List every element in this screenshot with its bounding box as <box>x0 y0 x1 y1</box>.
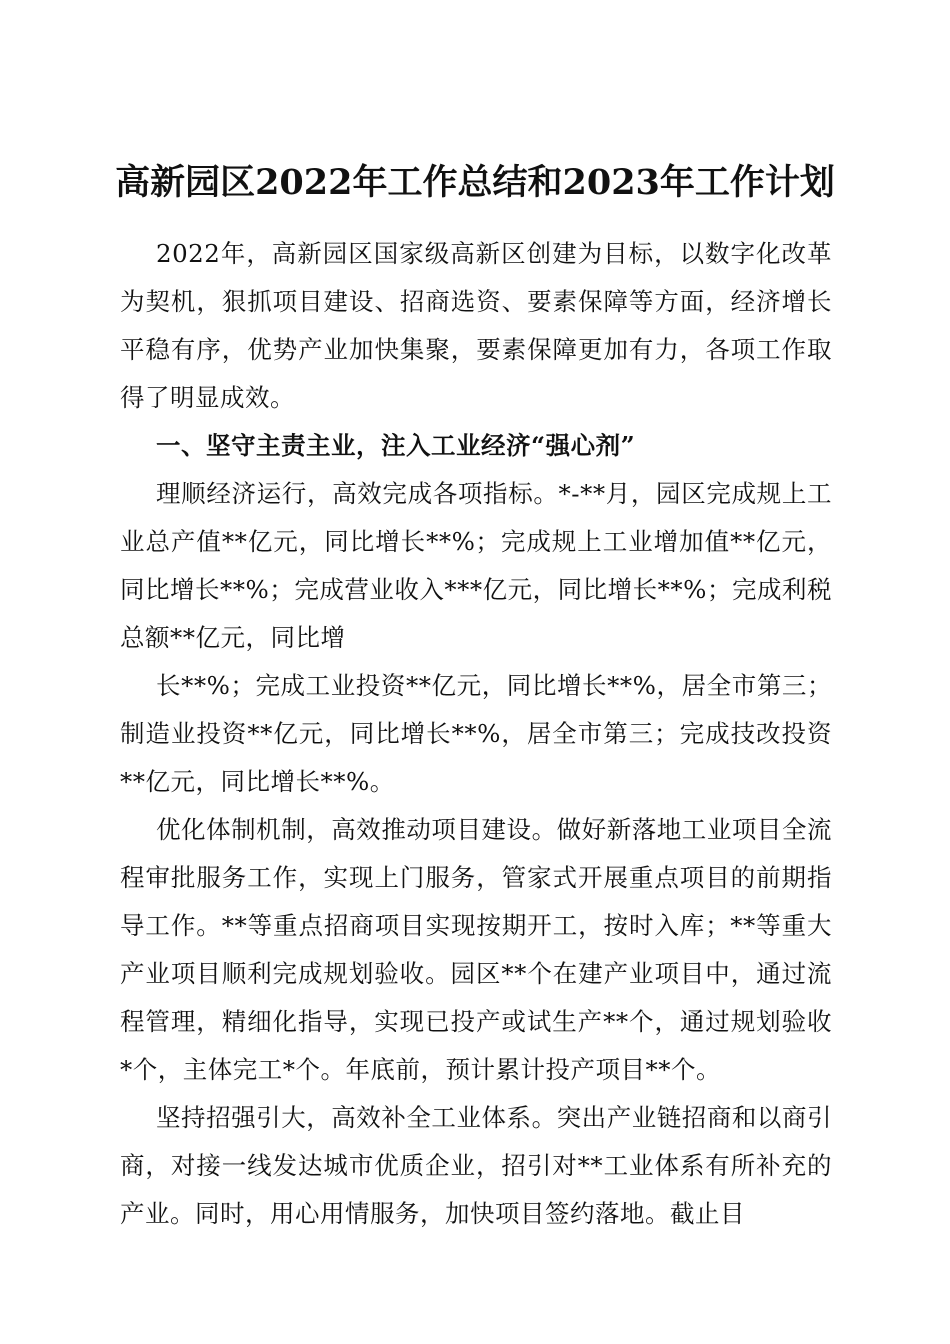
intro-paragraph: 2022年，高新园区国家级高新区创建为目标，以数字化改革为契机，狠抓项目建设、招商选资、要素保障等方面，经济增长平稳有序，优势产业加快集聚，要素保障更加有力，各项工作取得了明显成效。 <box>120 239 832 412</box>
paragraph-economic-operation-continued: 长**%；完成工业投资**亿元，同比增长**%，居全市第三；制造业投资**亿元，同比增长**%，居全市第三；完成技改投资**亿元，同比增长**%。 <box>120 671 832 796</box>
paragraph-project-construction: 优化体制机制，高效推动项目建设。做好新落地工业项目全流程审批服务工作，实现上门服务，管家式开展重点项目的前期指导工作。**等重点招商项目实现按期开工，按时入库；**等重大产业项目顺利完成规划验收。园区**个在建产业项目中，通过流程管理，精细化指导，实现已投产或试生产**个，通过规划验收*个，主体完工*个。年底前，预计累计投产项目**个。 <box>120 815 832 1084</box>
paragraph-economic-operation: 理顺经济运行，高效完成各项指标。*-**月，园区完成规上工业总产值**亿元，同比增长**%；完成规上工业增加值**亿元，同比增长**%；完成营业收入***亿元，同比增长**%；完成利税总额**亿元，同比增 <box>120 479 832 652</box>
document-title: 高新园区2022年工作总结和2023年工作计划 <box>115 162 835 204</box>
section-heading-1: 一、坚守主责主业，注入工业经济“强心剂” <box>156 431 636 460</box>
paragraph-investment-attraction: 坚持招强引大，高效补全工业体系。突出产业链招商和以商引商，对接一线发达城市优质企业，招引对**工业体系有所补充的产业。同时，用心用情服务，加快项目签约落地。截止目 <box>120 1103 832 1228</box>
document-body <box>120 230 832 1238</box>
